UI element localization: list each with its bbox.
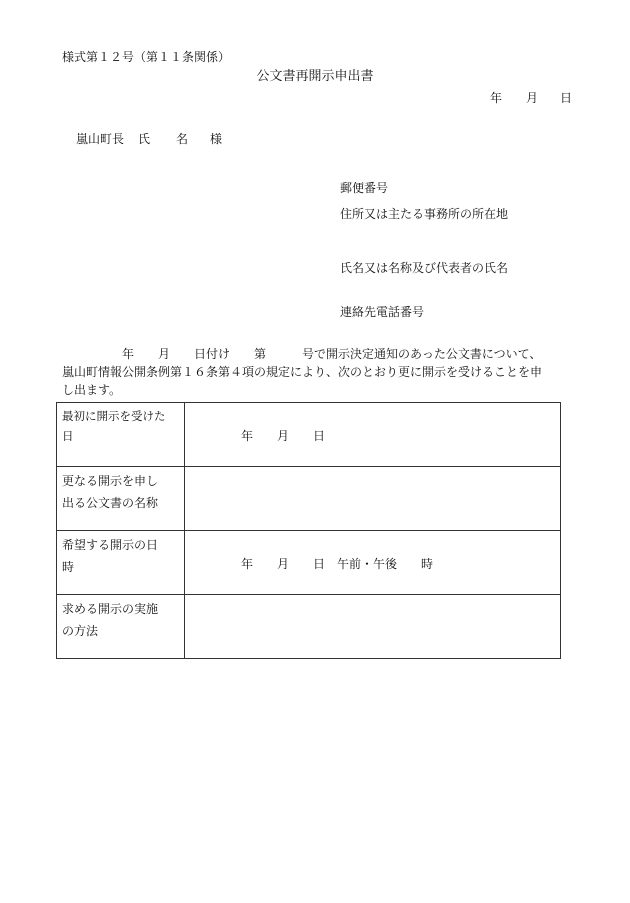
table-row [57,595,561,659]
table-row [57,467,561,531]
date-month-label: 月 [526,91,539,105]
statement-line: 年 月 日付け 第 号で開示決定通知のあった公文書について、 [62,347,542,361]
phone-number-label: 連絡先電話番号 [340,305,425,319]
statement-line: し出ます。 [62,383,122,397]
disclosure-method-field[interactable] [185,595,561,659]
addressee [76,131,222,147]
row-label: 最初に開示を受けた 日 [57,403,185,467]
first-disclosure-date-value: 年 月 日 [241,429,326,443]
desired-datetime-value: 年 月 日 午前・午後 時 [241,557,434,571]
addressee-title: 嵐山町長 [76,132,125,146]
addressee-name-char2: 名 [176,132,189,146]
applicant-name-label: 氏名又は名称及び代表者の氏名 [340,261,509,275]
row-label: 更なる開示を申し 出る公文書の名称 [57,467,185,531]
address-label: 住所又は主たる事務所の所在地 [340,207,509,221]
table-row [57,403,561,467]
form-number: 様式第１２号（第１１条関係） [62,50,231,64]
document-title: 公文書再開示申出書 [256,69,374,84]
request-statement [62,345,567,399]
statement-line: 嵐山町情報公開条例第１６条第４項の規定により、次のとおり更に開示を受けることを申 [62,365,543,379]
postal-code-label: 郵便番号 [340,181,389,195]
row-label: 希望する開示の日 時 [57,531,185,595]
date-year-label: 年 [490,91,503,105]
desired-datetime-field[interactable] [185,531,561,595]
first-disclosure-date-field[interactable] [185,403,561,467]
submission-date [490,90,572,106]
addressee-honorific: 様 [210,132,223,146]
addressee-name-char1: 氏 [138,132,151,146]
row-label: 求める開示の実施 の方法 [57,595,185,659]
table-row [57,531,561,595]
date-day-label: 日 [560,91,573,105]
document-name-field[interactable] [185,467,561,531]
request-details-table [56,402,561,659]
